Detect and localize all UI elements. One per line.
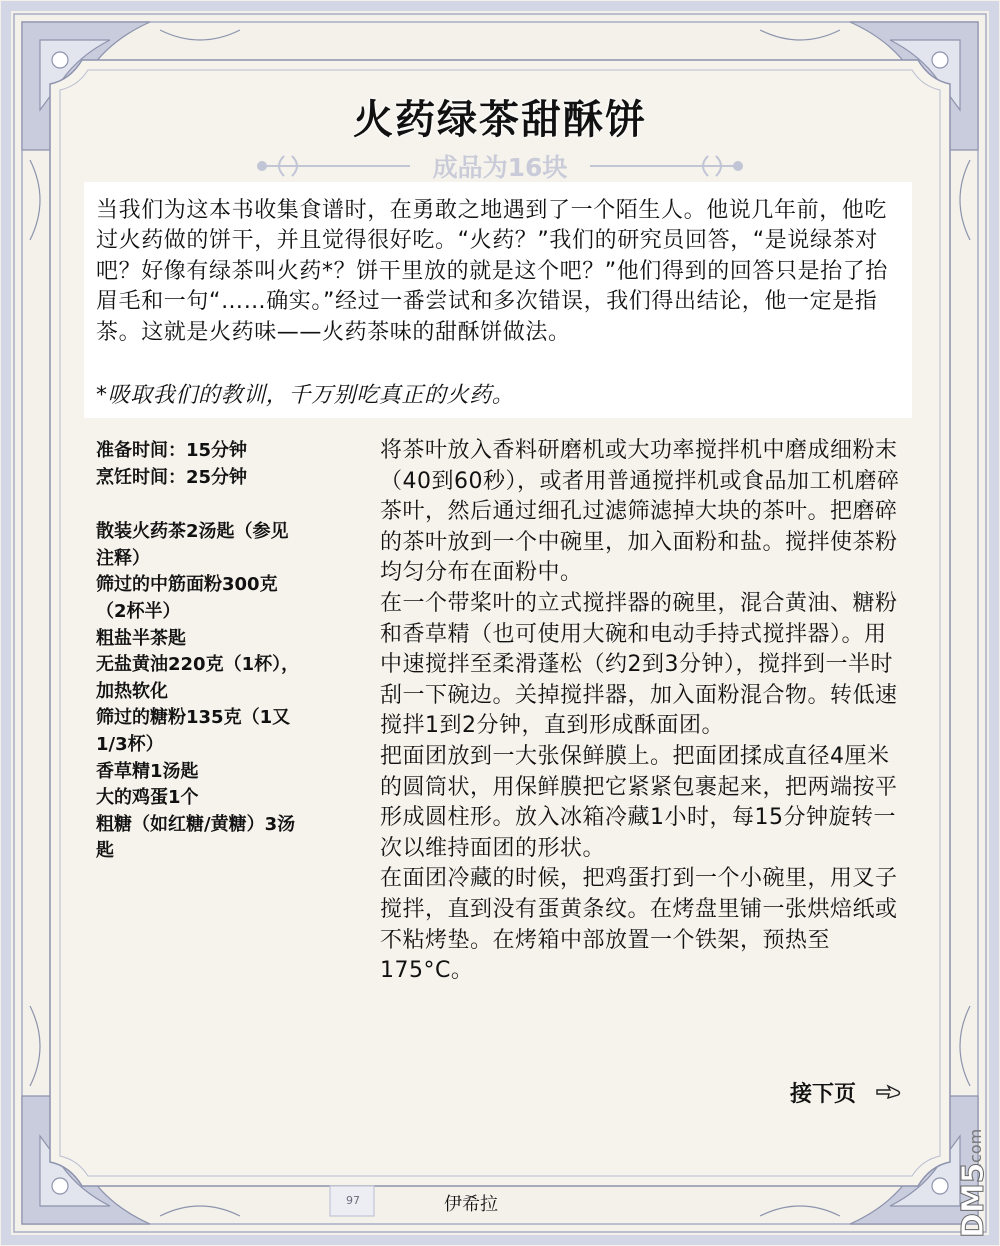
watermark-logo bbox=[953, 1080, 993, 1242]
ingredient-item: 大的鸡蛋1个 bbox=[96, 787, 199, 809]
intro-paragraph: 当我们为这本书收集食谱时，在勇敢之地遇到了一个陌生人。他说几年前，他吃过火药做的饼干，并且觉得很好吃。“火药？”我们的研究员回答，“是说绿茶对吧？好像有绿茶叫火药*？饼干里放的就是这个吧？”他们得到的回答只是抬了抬眉毛和一句“……确实。”经过一番尝试和多次错误，我们得出结论，他一定是指茶。这就是火药味——火药茶味的甜酥饼做法。 bbox=[96, 198, 888, 345]
prep-time: 准备时间：15分钟 bbox=[96, 440, 248, 461]
footer-author: 伊希拉 bbox=[444, 1194, 498, 1215]
instruction-step: 把面团放到一大张保鲜膜上。把面团揉成直径4厘米的圆筒状，用保鲜膜把它紧紧包裹起来，把两端按平形成圆柱形。放入冰箱冷藏1小时，每15分钟旋转一次以维持面团的形状。 bbox=[380, 743, 898, 861]
ingredients-column bbox=[96, 438, 306, 865]
yield-text: 成品为16块 bbox=[432, 153, 568, 182]
ingredient-item: 粗糖（如红糖/黄糖）3汤匙 bbox=[96, 813, 296, 862]
page-number: 97 bbox=[346, 1194, 360, 1207]
ingredient-item: 粗盐半茶匙 bbox=[96, 627, 186, 649]
svg-text:DM5: DM5 bbox=[956, 1162, 991, 1238]
next-page-label: 接下页 bbox=[790, 1082, 857, 1107]
ingredient-item: 筛过的糖粉135克（1又1/3杯） bbox=[96, 707, 291, 755]
ingredient-item: 筛过的中筋面粉300克（2杯半） bbox=[96, 574, 278, 622]
instructions-column bbox=[380, 436, 904, 987]
svg-text:.com: .com bbox=[966, 1128, 985, 1168]
instruction-step: 将茶叶放入香料研磨机或大功率搅拌机中磨成细粉末（40到60秒），或者用普通搅拌机或食品加工机磨碎茶叶，然后通过细孔过滤筛滤掉大块的茶叶。把磨碎的茶叶放到一个中碗里，加入面粉和盐。搅拌使茶粉均匀分布在面粉中。 bbox=[380, 438, 900, 586]
ingredient-item: 香草精1汤匙 bbox=[96, 760, 199, 782]
ingredient-item: 无盐黄油220克（1杯），加热软化 bbox=[96, 654, 300, 702]
cook-time: 烹饪时间：25分钟 bbox=[96, 466, 248, 488]
instruction-step: 在面团冷藏的时候，把鸡蛋打到一个小碗里，用叉子搅拌，直到没有蛋黄条纹。在烤盘里铺一张烘焙纸或不粘烤垫。在烤箱中部放置一个铁架，预热至175°C。 bbox=[380, 866, 898, 984]
recipe-title: 火药绿茶甜酥饼 bbox=[353, 97, 647, 143]
yield-row bbox=[250, 146, 750, 186]
ingredient-item: 散装火药茶2汤匙（参见注释） bbox=[96, 521, 289, 569]
pointing-hand-icon bbox=[876, 1084, 902, 1100]
footnote: *吸取我们的教训，千万别吃真正的火药。 bbox=[96, 383, 515, 408]
instruction-step: 在一个带桨叶的立式搅拌器的碗里，混合黄油、糖粉和香草精（也可使用大碗和电动手持式搅拌器）。用中速搅拌至柔滑蓬松（约2到3分钟），搅拌到一半时刮一下碗边。关掉搅拌器，加入面粉混合物。转低速搅拌1到2分钟，直到形成酥面团。 bbox=[380, 590, 898, 739]
